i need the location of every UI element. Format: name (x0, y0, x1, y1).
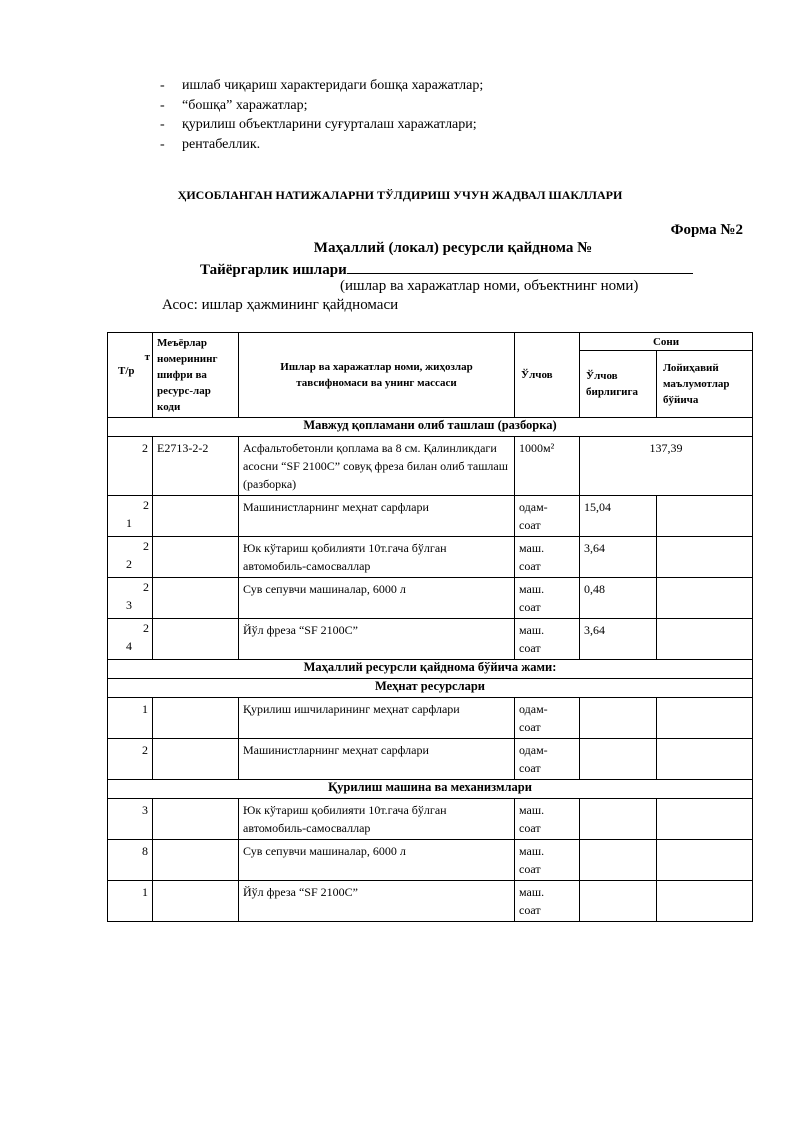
header-unit: Ўлчов (515, 333, 580, 418)
works-line (200, 258, 693, 279)
section-row: Қурилиш машина ва механизмлари (108, 780, 753, 799)
resource-table (107, 332, 753, 922)
table-row: 2 2 Юк кўтариш қобилияти 10т.гача бўлган автомобиль-самосваллар маш. соат 3,64 (108, 537, 753, 578)
works-note: (ишлар ва харажатлар номи, объектнинг номи) (340, 278, 639, 294)
document-title: Маҳаллий (локал) ресурсли қайднома № (313, 240, 593, 256)
section-row: Меҳнат ресурслари (108, 679, 753, 698)
table-row: 2 Машинистларнинг меҳнат сарфлари одам- соат (108, 739, 753, 780)
bullet-item: - “бошқа” харажатлар; (160, 97, 308, 113)
header-name: Ишлар ва харажатлар номи, жиҳозлар тавсифномаси ва унинг массаси (239, 333, 515, 418)
table-row: 2 4 Йўл фреза “SF 2100С” маш. соат 3,64 (108, 619, 753, 660)
table-row: 1 Қурилиш ишчиларининг меҳнат сарфлари одам- соат (108, 698, 753, 739)
table-row: 1 Йўл фреза “SF 2100С” маш. соат (108, 881, 753, 922)
form-number: Форма №2 (670, 222, 743, 238)
header-code: Меъёрлар номерининг шифри ва ресурс-лар коди (153, 333, 239, 418)
table-header-row (108, 333, 753, 351)
works-label: Тайёргарлик ишлари (200, 262, 347, 278)
section-row: Маҳаллий ресурсли қайднома бўйича жами: (108, 660, 753, 679)
table-row: 8 Сув сепувчи машиналар, 6000 л маш. соат (108, 840, 753, 881)
header-design: Лойиҳавий маълумотлар бўйича (657, 351, 753, 418)
header-count: Сони (580, 333, 753, 351)
table-row: 2 1 Машинистларнинг меҳнат сарфлари одам- соат 15,04 (108, 496, 753, 537)
section-title: ҲИСОБЛАНГАН НАТИЖАЛАРНИ ТЎЛДИРИШ УЧУН ЖАДВАЛ ШАКЛЛАРИ (177, 188, 623, 202)
table-row: 3 Юк кўтариш қобилияти 10т.гача бўлган автомобиль-самосваллар маш. соат (108, 799, 753, 840)
table-row: 2 3 Сув сепувчи машиналар, 6000 л маш. соат 0,48 (108, 578, 753, 619)
bullet-list (160, 76, 483, 154)
header-tp: т Т/р (108, 333, 153, 418)
works-blank-field (347, 258, 693, 274)
basis-line: Асос: ишлар ҳажмининг қайдномаси (162, 297, 399, 313)
section-row: Мавжуд қопламани олиб ташлаш (разборка) (108, 418, 753, 437)
table-row: 2 Е2713-2-2 Асфальтобетонли қоплама ва 8 см. Қалинликдаги асосни “SF 2100С” совуқ фреза билан олиб ташлаш (разборка) 1000м² 137,39 (108, 437, 753, 496)
header-per-unit: Ўлчов бирлигига (580, 351, 657, 418)
bullet-item: - рентабеллик. (160, 136, 261, 152)
bullet-item: - ишлаб чиқариш характеридаги бошқа харажатлар; (160, 78, 484, 93)
bullet-item: - қурилиш объектларини суғурталаш харажатлари; (160, 117, 477, 132)
